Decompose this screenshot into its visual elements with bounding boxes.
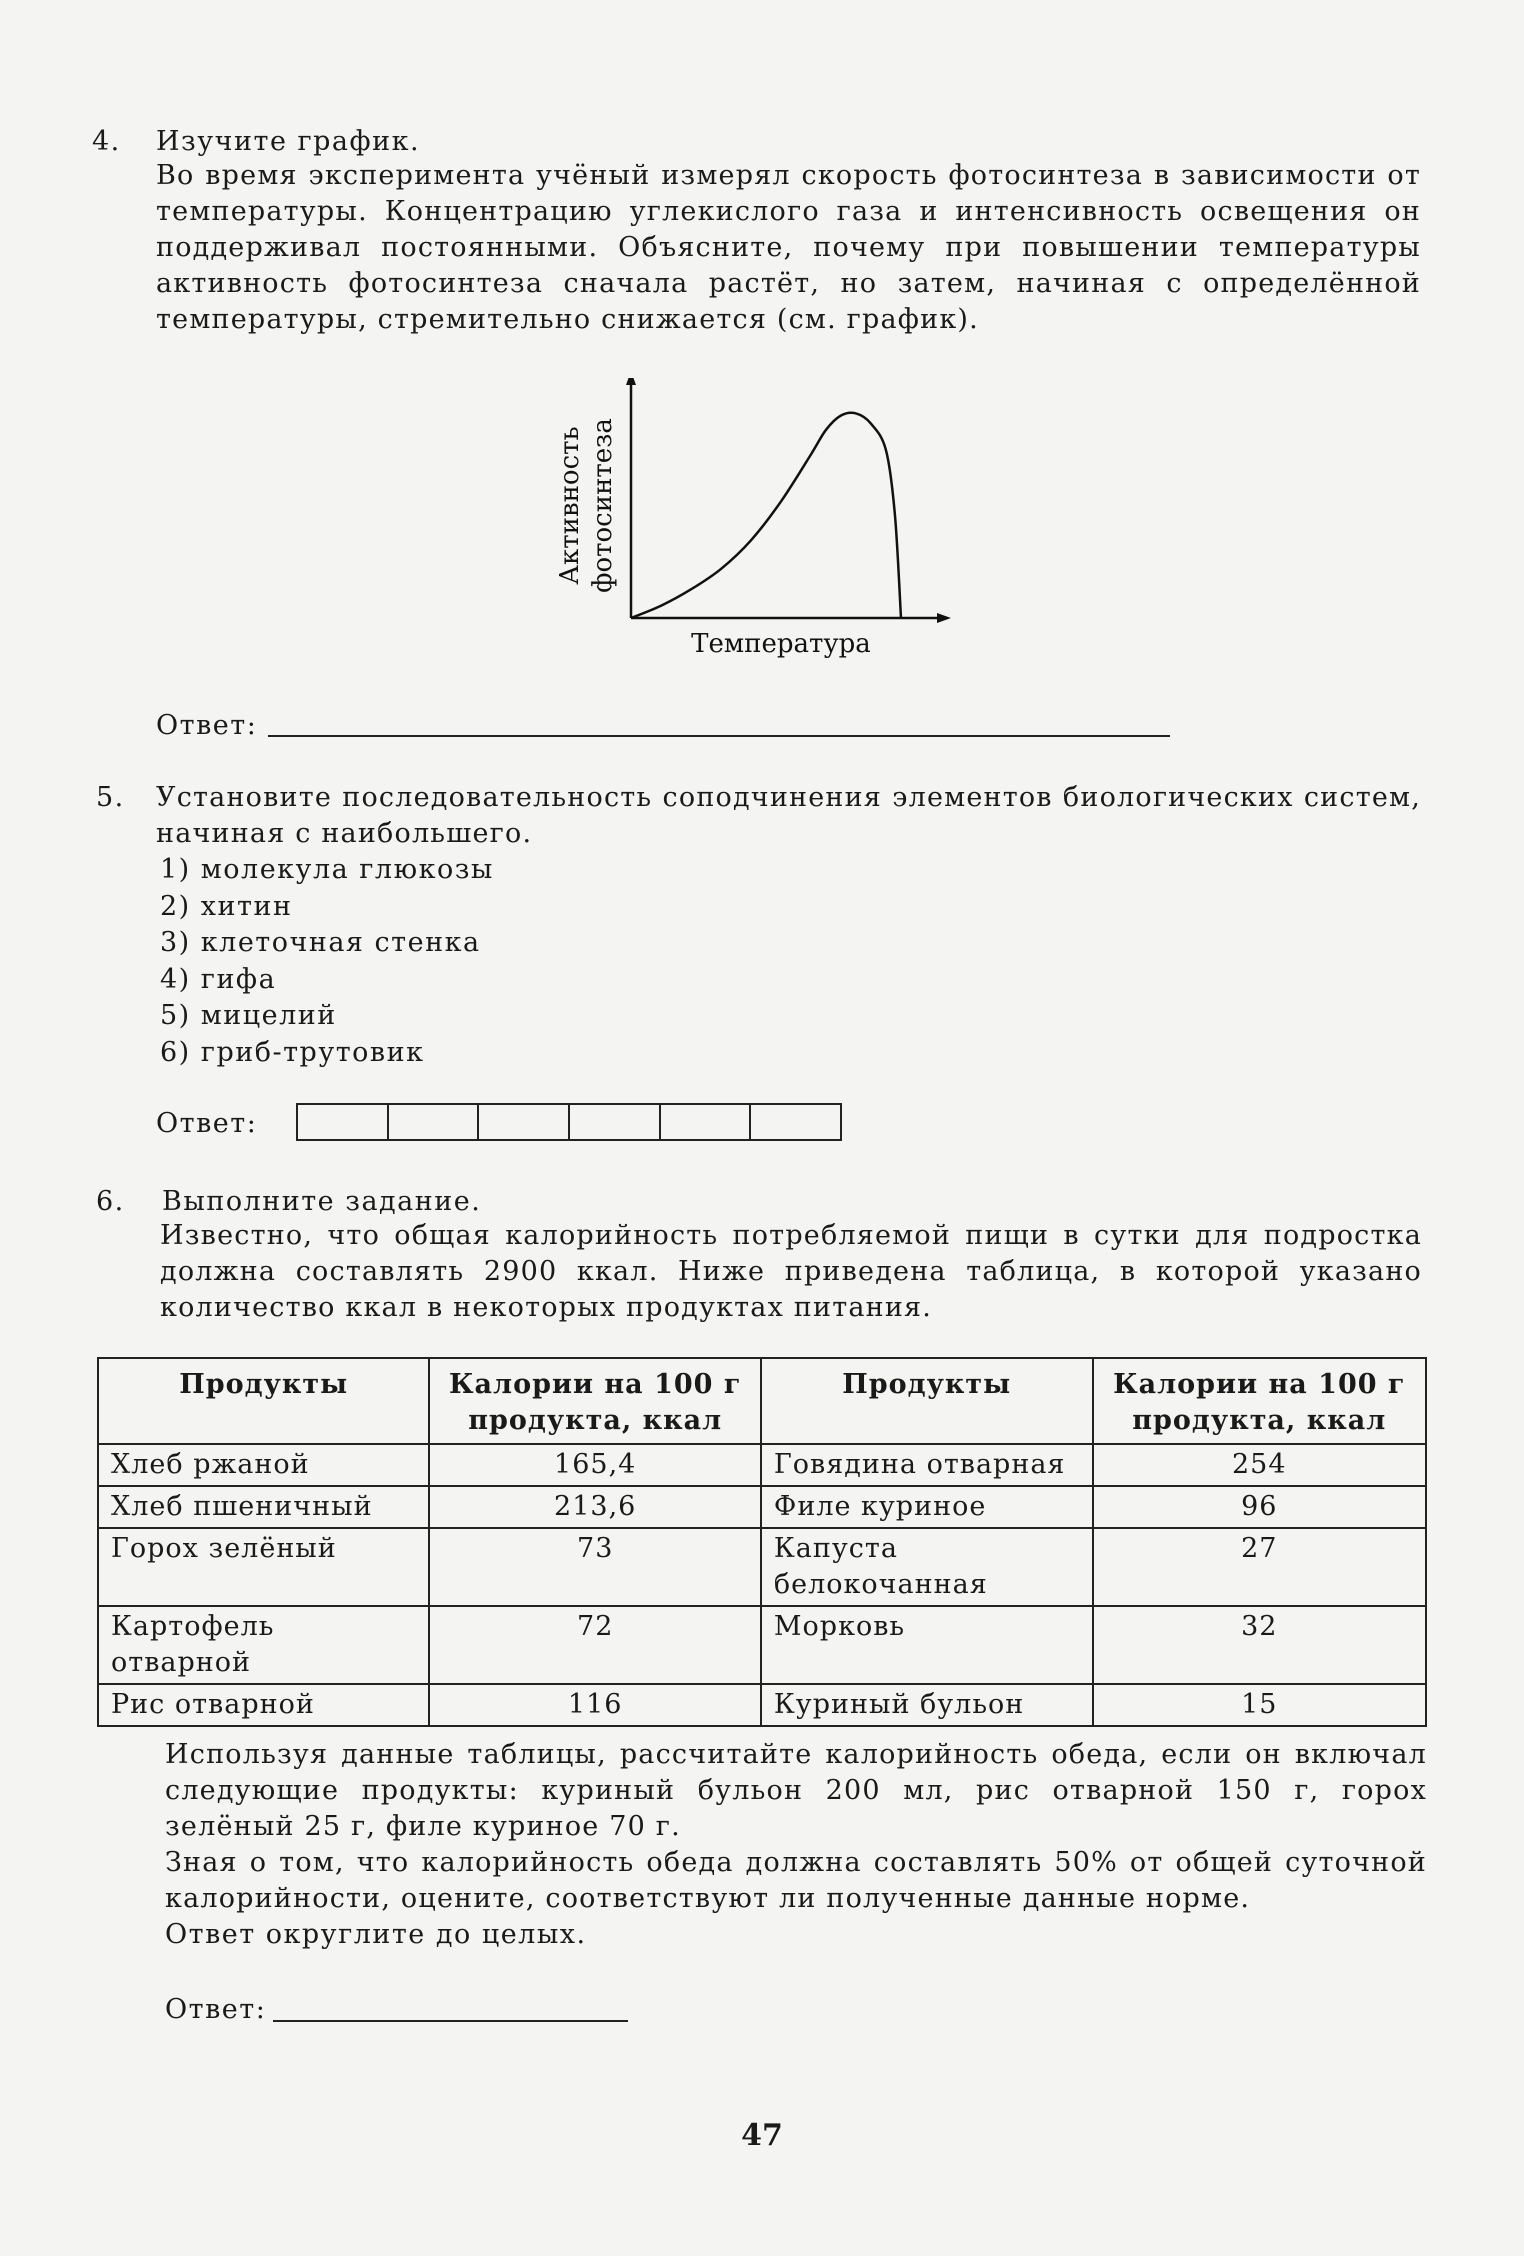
task4-number: 4. bbox=[92, 126, 121, 157]
task5-option: 6) гриб-трутовик bbox=[160, 1036, 425, 1068]
calorie-cell: 27 bbox=[1093, 1528, 1426, 1606]
answer-cell[interactable] bbox=[751, 1105, 840, 1139]
task6-rounding-note: Ответ округлите до целых. bbox=[165, 1919, 587, 1950]
header-products: Продукты bbox=[98, 1358, 429, 1444]
calorie-cell: 15 bbox=[1093, 1684, 1426, 1726]
page-number: 47 bbox=[741, 2118, 783, 2153]
task4-answer-label: Ответ: bbox=[156, 710, 258, 741]
task6-number: 6. bbox=[96, 1186, 125, 1217]
answer-cell[interactable] bbox=[389, 1105, 480, 1139]
task5-option: 3) клеточная стенка bbox=[160, 927, 481, 958]
answer-cell[interactable] bbox=[570, 1105, 661, 1139]
product-cell: Филе куриное bbox=[761, 1486, 1093, 1528]
calorie-table bbox=[97, 1357, 1427, 1727]
task4-heading: Изучите график. bbox=[156, 126, 421, 157]
task6-answer-label: Ответ: bbox=[165, 1994, 267, 2025]
answer-cell[interactable] bbox=[479, 1105, 570, 1139]
task4-answer-field[interactable] bbox=[268, 735, 1170, 737]
task5-body: Установите последовательность соподчинения элементов биологических систем, начиная с наибольшего. bbox=[156, 782, 1421, 849]
calorie-cell: 116 bbox=[429, 1684, 760, 1726]
table-row bbox=[98, 1528, 1426, 1606]
task6-body: Известно, что общая калорийность потребляемой пищи в сутки для подростка должна составлять 2900 ккал. Ниже приведена таблица, в которой указано количество ккал в некоторых продуктах питания. bbox=[160, 1220, 1422, 1323]
task4-body: Во время эксперимента учёный измерял скорость фотосинтеза в зависимости от температуры. Концентрацию углекислого газа и интенсивность освещения он поддерживал постоянными. Объясните, почему при повышении температуры активность фотосинтеза сначала растёт, но затем, начиная с определённой температуры, стремительно снижается (см. график). bbox=[156, 160, 1421, 335]
header-calories: Калории на 100 г продукта, ккал bbox=[429, 1358, 760, 1444]
task5-option: 1) молекула глюкозы bbox=[160, 854, 494, 885]
product-cell: Капуста белокочанная bbox=[761, 1528, 1093, 1606]
answer-cell[interactable] bbox=[661, 1105, 752, 1139]
photosynthesis-curve bbox=[631, 413, 901, 618]
answer-cell[interactable] bbox=[298, 1105, 389, 1139]
product-cell: Горох зелёный bbox=[98, 1528, 429, 1606]
table-row bbox=[98, 1606, 1426, 1684]
task5-answer-label: Ответ: bbox=[156, 1108, 258, 1139]
task6-question-norm: Зная о том, что калорийность обеда должна составлять 50% от общей суточной калорийности, оцените, соответствуют ли полученные данные норме. bbox=[165, 1847, 1427, 1914]
header-calories: Калории на 100 г продукта, ккал bbox=[1093, 1358, 1426, 1444]
product-cell: Говядина отварная bbox=[761, 1444, 1093, 1486]
calorie-cell: 213,6 bbox=[429, 1486, 760, 1528]
x-axis-label: Температура bbox=[691, 629, 871, 659]
calorie-cell: 32 bbox=[1093, 1606, 1426, 1684]
task6-heading: Выполните задание. bbox=[162, 1186, 482, 1217]
product-cell: Картофель отварной bbox=[98, 1606, 429, 1684]
product-cell: Хлеб ржаной bbox=[98, 1444, 429, 1486]
task5-option: 5) мицелий bbox=[160, 1000, 337, 1031]
product-cell: Рис отварной bbox=[98, 1684, 429, 1726]
task5-number: 5. bbox=[96, 782, 125, 813]
photosynthesis-chart bbox=[545, 378, 965, 668]
header-products: Продукты bbox=[761, 1358, 1093, 1444]
y-axis-label: фотосинтеза bbox=[588, 418, 618, 593]
calorie-cell: 96 bbox=[1093, 1486, 1426, 1528]
table-row bbox=[98, 1444, 1426, 1486]
y-axis-label: Активность bbox=[555, 426, 585, 585]
calorie-cell: 72 bbox=[429, 1606, 760, 1684]
calorie-cell: 73 bbox=[429, 1528, 760, 1606]
x-axis-arrow bbox=[937, 613, 951, 623]
calorie-cell: 165,4 bbox=[429, 1444, 760, 1486]
product-cell: Морковь bbox=[761, 1606, 1093, 1684]
product-cell: Куриный бульон bbox=[761, 1684, 1093, 1726]
task6-question: Используя данные таблицы, рассчитайте калорийность обеда, если он включал следующие продукты: куриный бульон 200 мл, рис отварной 150 г, горох зелёный 25 г, филе куриное 70 г. bbox=[165, 1739, 1427, 1842]
task6-answer-field[interactable] bbox=[273, 2020, 628, 2022]
table-row bbox=[98, 1684, 1426, 1726]
table-row bbox=[98, 1486, 1426, 1528]
table-header-row bbox=[98, 1358, 1426, 1444]
task5-option: 2) хитин bbox=[160, 890, 293, 922]
task5-option: 4) гифа bbox=[160, 963, 277, 995]
calorie-cell: 254 bbox=[1093, 1444, 1426, 1486]
y-axis-arrow bbox=[626, 378, 636, 385]
product-cell: Хлеб пшеничный bbox=[98, 1486, 429, 1528]
task5-answer-boxes[interactable] bbox=[296, 1103, 842, 1141]
